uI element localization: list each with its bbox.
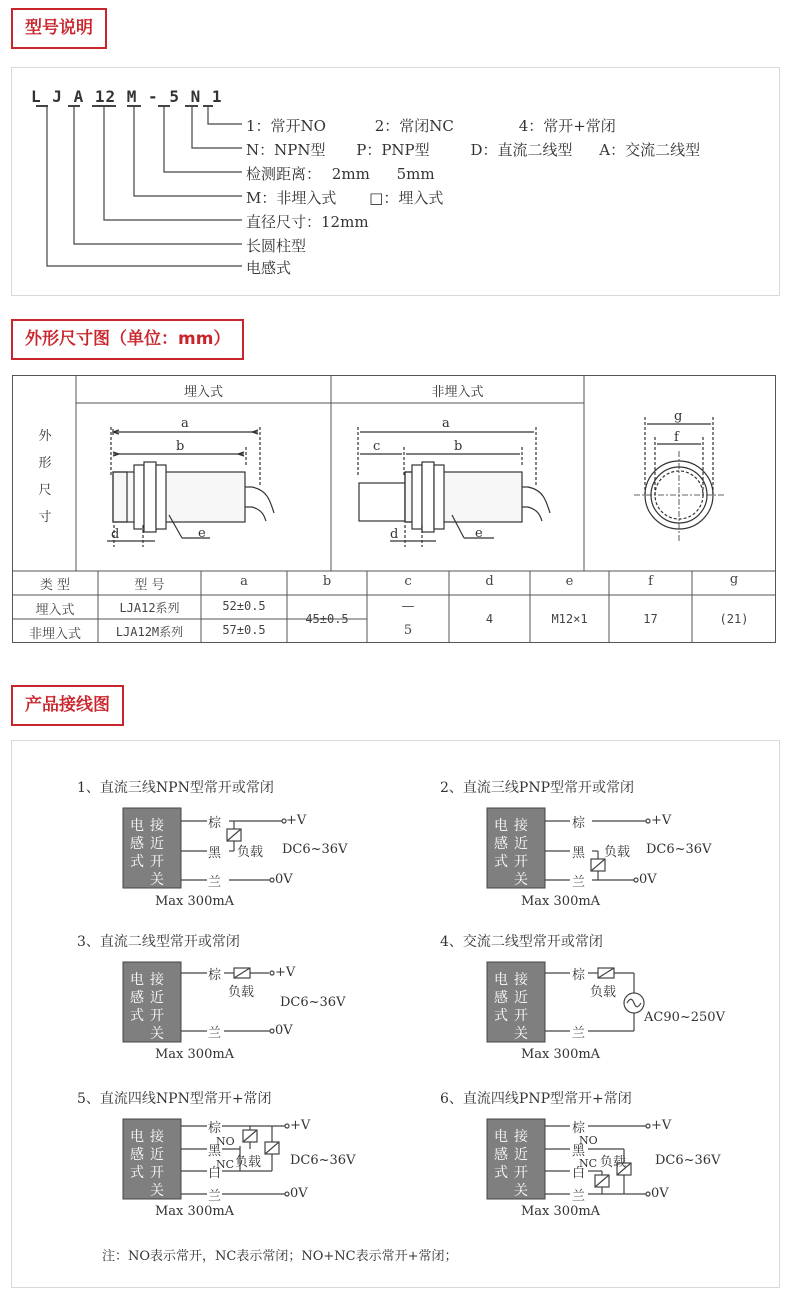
th-g: g bbox=[729, 572, 739, 587]
sensor-body-label bbox=[130, 1128, 176, 1200]
body-char: 近 bbox=[514, 990, 528, 1006]
side-label-char: 尺 bbox=[38, 483, 52, 498]
body-char: 接 bbox=[514, 972, 528, 988]
max-current: Max 300mA bbox=[521, 1204, 601, 1219]
wire-blue: 兰 bbox=[208, 1189, 222, 1204]
body-char: 式 bbox=[130, 854, 144, 870]
supply-label: DC6~36V bbox=[290, 1153, 356, 1168]
body-char: 式 bbox=[130, 1165, 144, 1181]
model-code-char: 12 bbox=[94, 87, 117, 106]
max-current: Max 300mA bbox=[521, 894, 601, 909]
option-text: 4：常开+常闭 bbox=[518, 117, 616, 135]
body-char: 近 bbox=[150, 1147, 164, 1163]
supply-label: DC6~36V bbox=[280, 995, 346, 1010]
th-b: b bbox=[322, 574, 332, 589]
body-char: 感 bbox=[494, 990, 508, 1006]
model-code-char: L bbox=[31, 87, 42, 106]
th-a: a bbox=[240, 574, 248, 589]
max-current: Max 300mA bbox=[155, 1047, 235, 1062]
dim-label-e: e bbox=[198, 526, 206, 541]
body-char: 关 bbox=[514, 872, 528, 888]
table-row-a: 52±0.5 bbox=[222, 599, 266, 613]
max-current: Max 300mA bbox=[521, 1047, 601, 1062]
wire-brown: 棕 bbox=[572, 1121, 586, 1136]
dim-label-g: g bbox=[674, 409, 683, 424]
body-char: 感 bbox=[130, 1147, 144, 1163]
merged-g: (21) bbox=[719, 612, 749, 626]
section-title-wiring: 产品接线图 bbox=[11, 685, 124, 726]
dim-label-c: c bbox=[373, 439, 381, 454]
body-char: 接 bbox=[514, 1129, 528, 1145]
table-row-model: LJA12系列 bbox=[119, 601, 180, 615]
body-char: 接 bbox=[150, 1129, 164, 1145]
supply-label: DC6~36V bbox=[646, 842, 712, 857]
load-label: 负载 bbox=[228, 985, 255, 1000]
dim-label-b: b bbox=[454, 439, 463, 454]
model-code-char: - bbox=[148, 87, 159, 106]
load-label: 负载 bbox=[237, 845, 264, 860]
model-code-char: 1 bbox=[211, 87, 223, 106]
body-char: 近 bbox=[514, 1147, 528, 1163]
plus-v: +V bbox=[651, 1118, 672, 1133]
merged-d: 4 bbox=[485, 612, 494, 626]
body-char: 开 bbox=[150, 1008, 164, 1024]
col-embedded: 埋入式 bbox=[183, 385, 223, 400]
side-label-char: 形 bbox=[38, 456, 52, 471]
option-text: 5mm bbox=[396, 165, 435, 183]
table-row-a: 57±0.5 bbox=[222, 623, 266, 637]
wiring-note: 注：NO表示常开，NC表示常闭；NO+NC表示常开+常闭； bbox=[102, 1249, 458, 1264]
wire-blue: 兰 bbox=[208, 875, 222, 890]
max-current: Max 300mA bbox=[155, 1204, 235, 1219]
model-line-7: 电感式 bbox=[246, 259, 292, 277]
no-label: NO bbox=[216, 1135, 235, 1148]
sensor-body-label bbox=[130, 971, 176, 1043]
sensor-body-label bbox=[494, 971, 540, 1043]
diagram-title: 6、直流四线PNP型常开+常闭 bbox=[440, 1091, 632, 1107]
supply-label: DC6~36V bbox=[282, 842, 348, 857]
side-label-char: 外 bbox=[38, 429, 52, 444]
body-char: 式 bbox=[494, 854, 508, 870]
option-text: 直径尺寸： bbox=[246, 213, 322, 231]
diagram-title: 5、直流四线NPN型常开+常闭 bbox=[77, 1091, 272, 1107]
dim-label-d: d bbox=[111, 527, 120, 542]
wiring-panel bbox=[11, 740, 780, 1288]
body-char: 关 bbox=[150, 872, 164, 888]
wire-blue: 兰 bbox=[572, 1189, 586, 1204]
body-char: 接 bbox=[150, 818, 164, 834]
body-char: 式 bbox=[494, 1008, 508, 1024]
col-non-embedded: 非埋入式 bbox=[431, 385, 484, 400]
load-label: 负载 bbox=[600, 1155, 627, 1170]
table-row-c: — bbox=[401, 599, 415, 614]
sensor-body-label bbox=[494, 817, 540, 889]
body-char: 关 bbox=[150, 1026, 164, 1042]
body-char: 电 bbox=[130, 972, 144, 988]
body-char: 开 bbox=[514, 1008, 528, 1024]
body-char: 近 bbox=[514, 836, 528, 852]
table-row-type: 非埋入式 bbox=[28, 627, 81, 642]
max-current: Max 300mA bbox=[155, 894, 235, 909]
wire-brown: 棕 bbox=[208, 968, 222, 983]
wire-black: 黑 bbox=[208, 1144, 222, 1159]
body-char: 电 bbox=[494, 972, 508, 988]
dim-label-a: a bbox=[181, 416, 189, 431]
wire-brown: 棕 bbox=[572, 968, 586, 983]
model-line-6: 长圆柱型 bbox=[246, 237, 307, 255]
model-line-5 bbox=[246, 211, 369, 232]
dim-label-f: f bbox=[674, 430, 679, 445]
diagram-title: 1、直流三线NPN型常开或常闭 bbox=[77, 780, 274, 796]
body-char: 电 bbox=[130, 1129, 144, 1145]
wire-black: 黑 bbox=[208, 846, 222, 861]
body-char: 近 bbox=[150, 990, 164, 1006]
model-code-char: J bbox=[52, 87, 63, 106]
th-model: 型 号 bbox=[134, 578, 165, 593]
option-text: 1：常开NO bbox=[246, 117, 326, 135]
option-text: A：交流二线型 bbox=[599, 141, 701, 159]
plus-v: +V bbox=[651, 813, 672, 828]
th-d: d bbox=[485, 574, 494, 589]
dim-label-a: a bbox=[442, 416, 450, 431]
model-line-2 bbox=[246, 139, 700, 160]
body-char: 近 bbox=[150, 836, 164, 852]
side-label-char: 寸 bbox=[38, 510, 52, 525]
side-label bbox=[38, 423, 52, 531]
body-char: 接 bbox=[150, 972, 164, 988]
zero-v: 0V bbox=[275, 872, 293, 887]
option-text: □：埋入式 bbox=[369, 189, 444, 207]
zero-v: 0V bbox=[651, 1186, 669, 1201]
option-text: 12mm bbox=[321, 213, 369, 231]
body-char: 电 bbox=[494, 818, 508, 834]
model-line-1 bbox=[246, 115, 616, 136]
section-title-dims: 外形尺寸图（单位：mm） bbox=[11, 319, 244, 360]
no-label: NO bbox=[579, 1134, 598, 1147]
wire-blue: 兰 bbox=[572, 1026, 586, 1041]
plus-v: +V bbox=[290, 1118, 311, 1133]
dimension-table bbox=[12, 375, 776, 643]
plus-v: +V bbox=[275, 965, 296, 980]
body-char: 式 bbox=[130, 1008, 144, 1024]
table-row-type: 埋入式 bbox=[35, 603, 75, 618]
dim-label-d: d bbox=[390, 527, 399, 542]
body-char: 电 bbox=[494, 1129, 508, 1145]
option-text: P：PNP型 bbox=[356, 141, 430, 159]
sensor-body-label bbox=[130, 817, 176, 889]
body-char: 关 bbox=[514, 1026, 528, 1042]
body-char: 感 bbox=[130, 990, 144, 1006]
body-char: 感 bbox=[130, 836, 144, 852]
load-label: 负载 bbox=[604, 845, 631, 860]
option-text: M：非埋入式 bbox=[246, 189, 337, 207]
body-char: 电 bbox=[130, 818, 144, 834]
model-code-char: 5 bbox=[169, 87, 180, 106]
dim-label-e: e bbox=[475, 526, 483, 541]
th-f: f bbox=[648, 574, 653, 589]
body-char: 式 bbox=[494, 1165, 508, 1181]
sensor-body-label bbox=[494, 1128, 540, 1200]
option-text: D：直流二线型 bbox=[470, 141, 573, 159]
wire-blue: 兰 bbox=[208, 1026, 222, 1041]
body-char: 开 bbox=[514, 854, 528, 870]
body-char: 接 bbox=[514, 818, 528, 834]
wire-white: 白 bbox=[208, 1166, 222, 1181]
merged-f: 17 bbox=[643, 612, 658, 626]
option-text: 2mm bbox=[331, 165, 370, 183]
th-type: 类 型 bbox=[39, 578, 71, 593]
wire-brown: 棕 bbox=[572, 816, 586, 831]
dim-label-b: b bbox=[176, 439, 185, 454]
option-text: 检测距离： bbox=[246, 165, 322, 183]
diagram-title: 4、交流二线型常开或常闭 bbox=[440, 934, 603, 950]
model-line-3 bbox=[246, 163, 435, 184]
body-char: 感 bbox=[494, 1147, 508, 1163]
wire-black: 黑 bbox=[572, 1144, 586, 1159]
zero-v: 0V bbox=[275, 1023, 293, 1038]
nc-label: NC bbox=[216, 1158, 235, 1171]
section-title-model: 型号说明 bbox=[11, 8, 107, 49]
th-e: e bbox=[565, 574, 574, 589]
body-char: 开 bbox=[150, 1165, 164, 1181]
model-code-char: N bbox=[190, 87, 202, 106]
nc-label: NC bbox=[579, 1157, 598, 1170]
wire-blue: 兰 bbox=[572, 875, 586, 890]
load-label: 负载 bbox=[235, 1155, 262, 1170]
th-c: c bbox=[404, 574, 412, 589]
wire-brown: 棕 bbox=[208, 816, 222, 831]
model-line-4 bbox=[246, 187, 443, 208]
supply-label: DC6~36V bbox=[655, 1153, 721, 1168]
plus-v: +V bbox=[286, 813, 307, 828]
zero-v: 0V bbox=[639, 872, 657, 887]
option-text: 2：常闭NC bbox=[374, 117, 454, 135]
body-char: 关 bbox=[150, 1183, 164, 1199]
diagram-title: 2、直流三线PNP型常开或常闭 bbox=[440, 780, 634, 796]
body-char: 开 bbox=[150, 854, 164, 870]
body-char: 开 bbox=[514, 1165, 528, 1181]
model-code-char: M bbox=[126, 87, 138, 106]
load-label: 负载 bbox=[590, 985, 617, 1000]
wire-black: 黑 bbox=[572, 846, 586, 861]
body-char: 感 bbox=[494, 836, 508, 852]
diagram-title: 3、直流二线型常开或常闭 bbox=[77, 934, 240, 950]
wire-white: 白 bbox=[572, 1166, 586, 1181]
wire-brown: 棕 bbox=[208, 1121, 222, 1136]
model-code-char: A bbox=[73, 87, 85, 106]
body-char: 关 bbox=[514, 1183, 528, 1199]
merged-e: M12×1 bbox=[551, 612, 588, 626]
model-explanation-panel bbox=[11, 67, 780, 296]
merged-b: 45±0.5 bbox=[305, 612, 349, 626]
supply-label: AC90~250V bbox=[644, 1010, 725, 1025]
table-row-model: LJA12M系列 bbox=[115, 625, 184, 639]
table-row-c: 5 bbox=[403, 623, 413, 638]
zero-v: 0V bbox=[290, 1186, 308, 1201]
option-text: N：NPN型 bbox=[246, 141, 326, 159]
